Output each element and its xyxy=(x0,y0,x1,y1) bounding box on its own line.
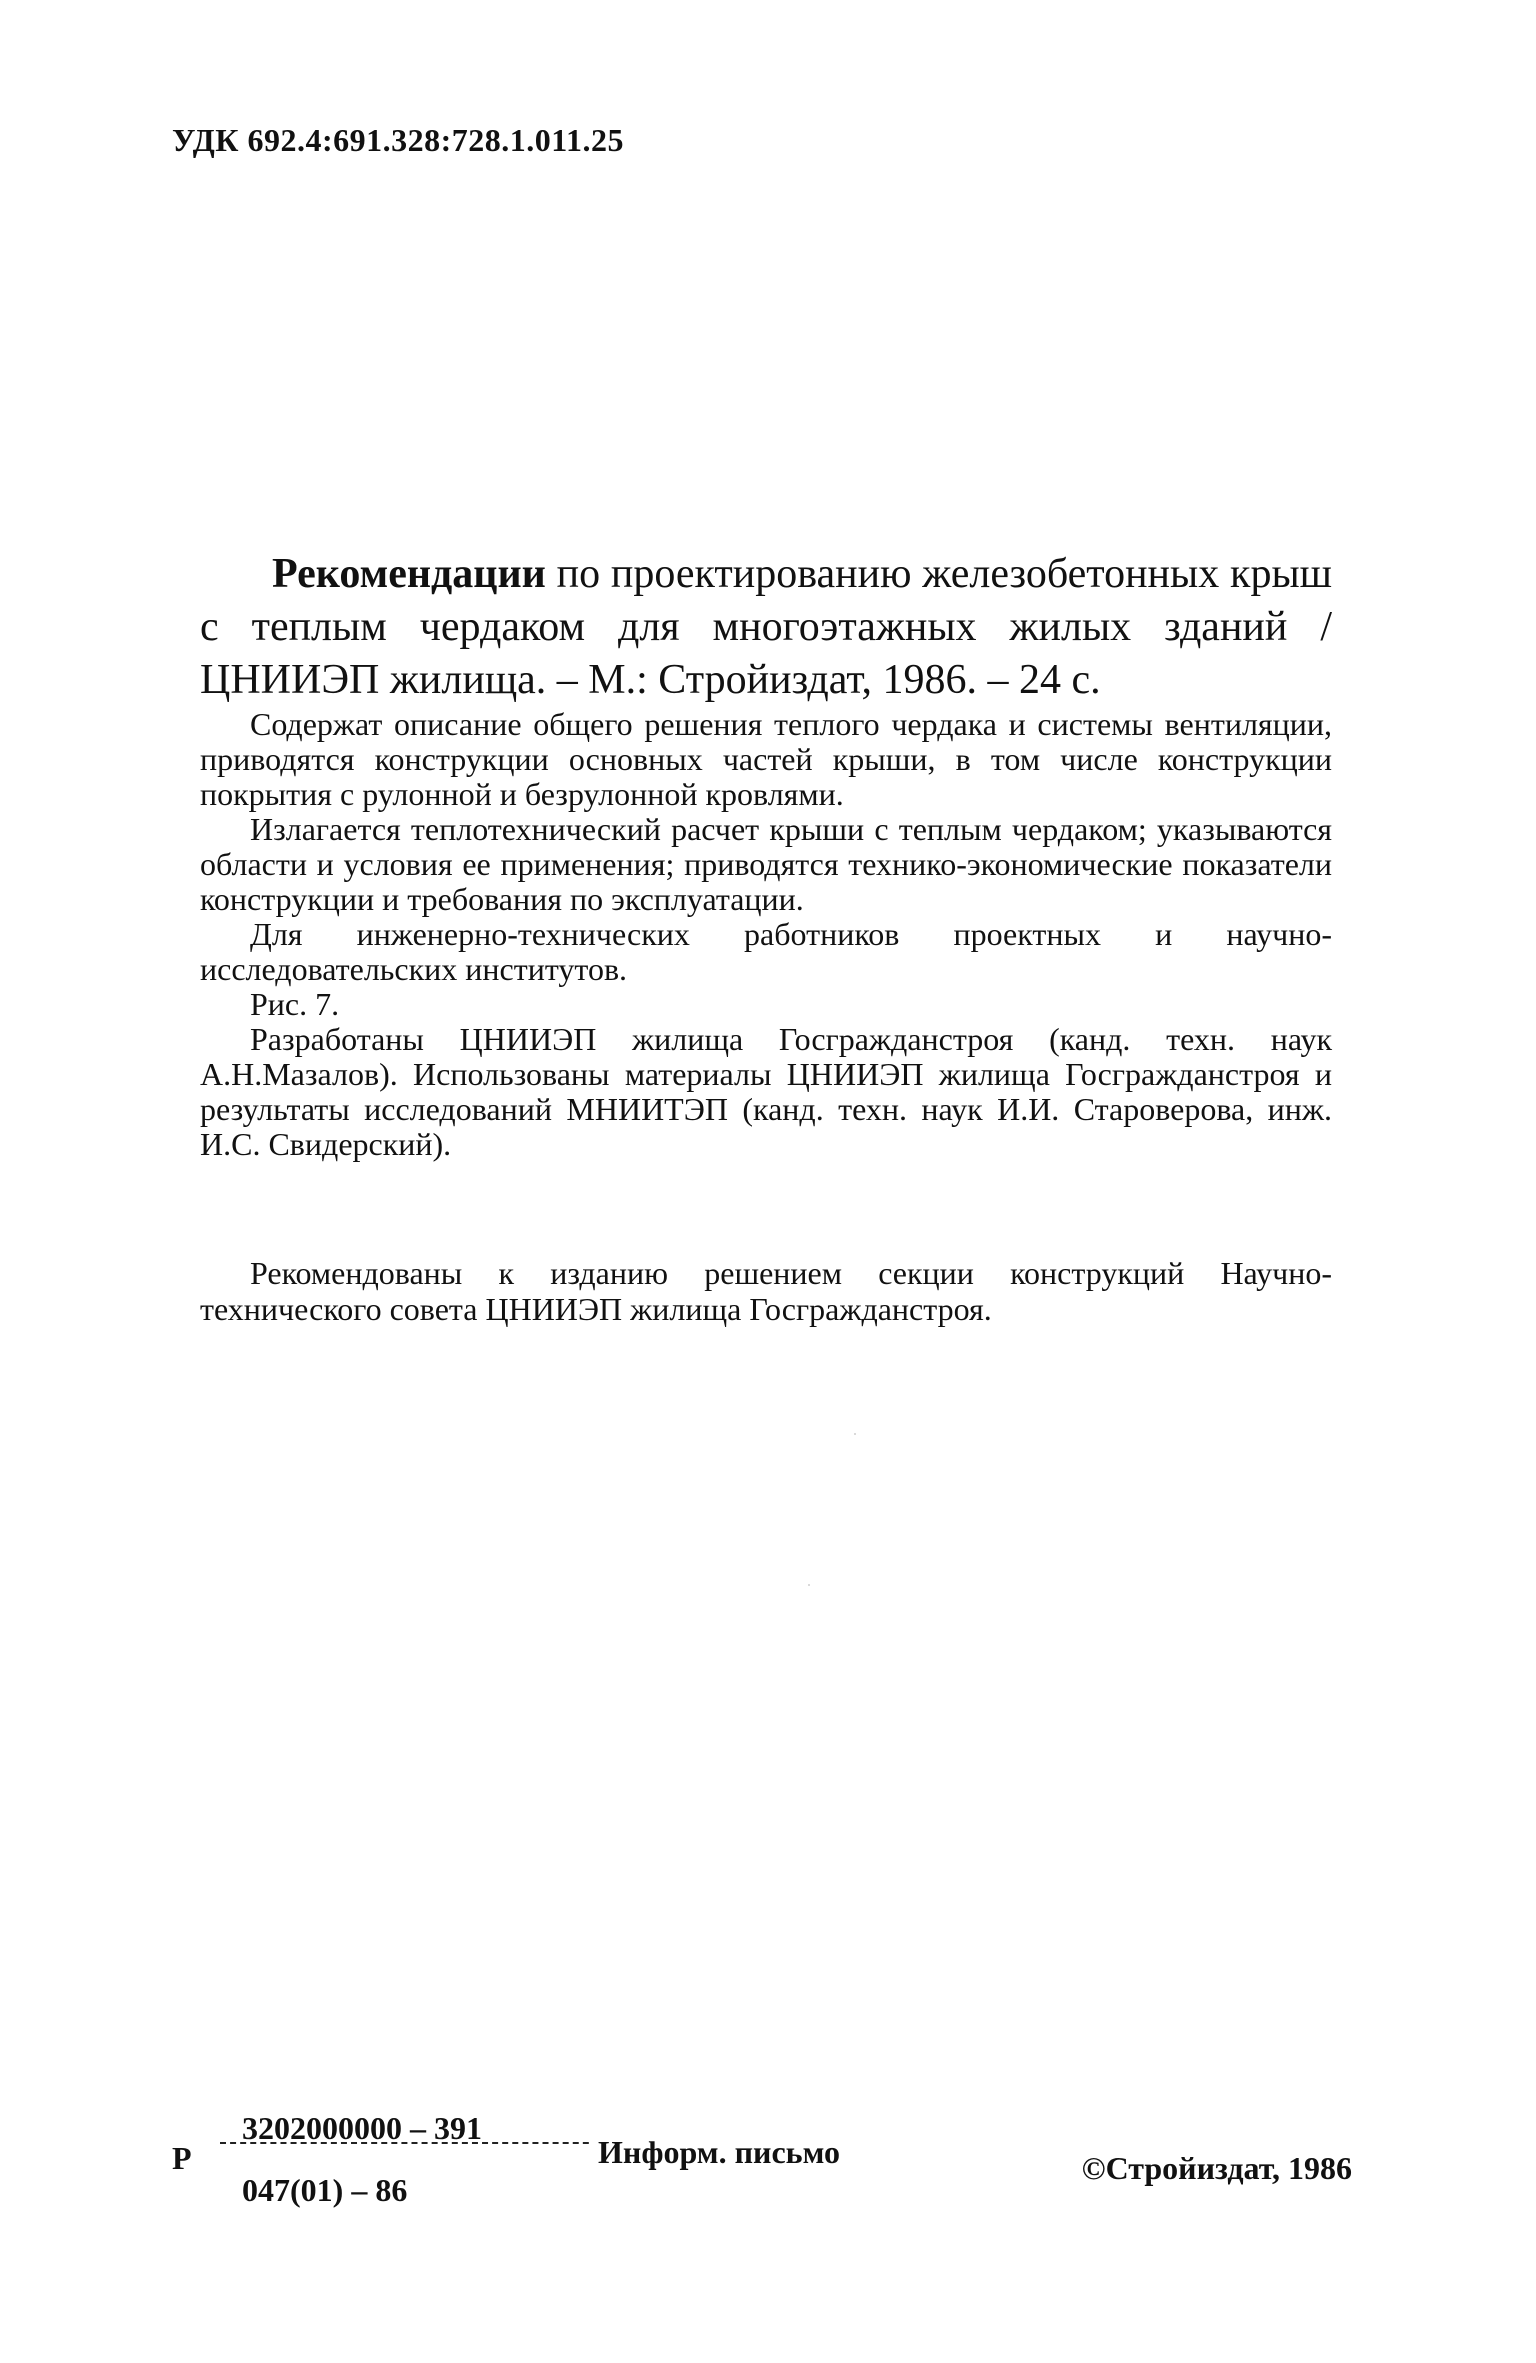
imprint-numerator: 3202000000 – 391 xyxy=(242,2110,482,2146)
imprint-denominator: 047(01) – 86 xyxy=(242,2172,408,2208)
bibliographic-abstract xyxy=(200,548,1332,1162)
abstract-paragraph-2: Излагается теплотехнический расчет крыши с теплым чердаком; указываются области и условия ее применения; приводятся технико-экономические показатели конструкции и требования по эксплуатации. xyxy=(200,811,1332,917)
abstract-paragraph-3: Для инженерно-технических работников проектных и научно-исследовательских институтов. xyxy=(200,916,1332,987)
citation xyxy=(200,548,1332,707)
publication-recommendation: Рекомендованы к изданию решением секции конструкций Научно-технического совета ЦНИИЭП жилища Госгражданстроя. xyxy=(200,1255,1332,1327)
abstract-figures: Рис. 7. xyxy=(250,986,340,1022)
abstract-authors: Разработаны ЦНИИЭП жилища Госгражданстроя (канд. техн. наук А.Н.Мазалов). Использованы материалы ЦНИИЭП жилища Госгражданстроя и результаты исследований МНИИТЭП (канд. техн. наук И.И. Староверова, инж. И.С. Свидерский). xyxy=(200,1021,1332,1162)
scan-speck xyxy=(854,1433,856,1435)
imprint-prefix: Р xyxy=(172,2140,192,2176)
imprint-block xyxy=(172,2110,1352,2210)
copyright: ©Стройиздат, 1986 xyxy=(1081,2150,1352,2186)
abstract-paragraph-1: Содержат описание общего решения теплого чердака и системы вентиляции, приводятся конструкции основных частей крыши, в том числе конструкции покрытия с рулонной и безрулонной кровлями. xyxy=(200,706,1332,812)
scan-speck xyxy=(808,1584,810,1586)
citation-title: Рекомендации xyxy=(272,551,546,597)
udc-code: УДК 692.4:691.328:728.1.011.25 xyxy=(172,122,625,158)
citation-rest: по проектированию железобетонных крыш с теплым чердаком для многоэтажных жилых зданий / ЦНИИЭП жилища. – М.: Стройиздат, 1986. – 24 с. xyxy=(200,551,1332,703)
imprint-note: Информ. письмо xyxy=(592,2134,846,2171)
